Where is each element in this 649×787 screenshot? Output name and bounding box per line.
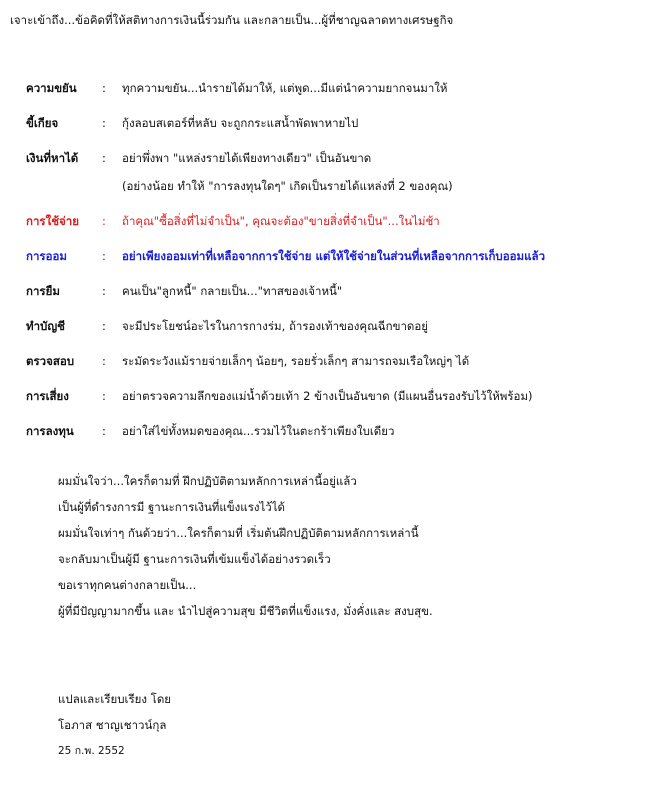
principle-desc: อย่าเพียงออมเท่าที่เหลือจากการใช้จ่าย แต่ให้ใช้จ่ายในส่วนที่เหลือจากการเก็บออมแล้ว xyxy=(122,249,546,263)
closing-line: ผมมั่นใจเท่าๆ กันด้วยว่า...ใครก็ตามที่ เริ่มต้นฝึกปฏิบัติตามหลักการเหล่านี้ xyxy=(58,526,419,540)
intro-line: เจาะเข้าถึง...ข้อคิดที่ให้สติทางการเงินนี้ร่วมกัน และกลายเป็น...ผู้ที่ชาญฉลาดทางเศรษฐกิจ xyxy=(10,13,454,27)
principle-desc: กุ้งลอบสเตอร์ที่หลับ จะถูกกระแสน้ำพัดพาหายไป xyxy=(122,116,359,130)
principle-desc: (อย่างน้อย ทำให้ "การลงทุนใดๆ" เกิดเป็นรายได้แหล่งที่ 2 ของคุณ) xyxy=(122,179,453,193)
principle-term: ทำบัญชี xyxy=(26,319,65,333)
principle-spending xyxy=(10,213,640,231)
principle-term: การเสี่ยง xyxy=(26,389,69,403)
closing-line: ผู้ที่มีปัญญามากขึ้น และ นำไปสู่ความสุข มีชีวิตที่แข็งแรง, มั่งคั่งและ สงบสุข. xyxy=(58,604,433,618)
principle-desc: อย่าใส่ไข่ทั้งหมดของคุณ...รวมไว้ในตะกร้าเพียงใบเดียว xyxy=(122,424,395,438)
principle-term: เงินที่หาได้ xyxy=(26,151,79,165)
principle-colon: : xyxy=(102,151,106,165)
credit-block xyxy=(58,690,171,768)
principle-colon: : xyxy=(102,284,106,298)
principle-laziness xyxy=(10,115,640,133)
principle-auditing xyxy=(10,353,640,371)
principles-list xyxy=(10,80,640,441)
closing-line: เป็นผู้ที่ดำรงการมี ฐานะการเงินที่แข็งแรงไว้ได้ xyxy=(58,500,285,514)
principle-colon: : xyxy=(102,319,106,333)
closing-paragraph xyxy=(58,472,433,628)
principle-desc: ถ้าคุณ"ซื้อสิ่งที่ไม่จำเป็น", คุณจะต้อง"ขายสิ่งที่จำเป็น"...ในไม่ช้า xyxy=(122,214,440,228)
principle-diligence xyxy=(10,80,640,98)
principle-risk xyxy=(10,388,640,406)
principle-term: การออม xyxy=(26,249,67,263)
principle-colon: : xyxy=(102,389,106,403)
closing-line: ขอเราทุกคนต่างกลายเป็น... xyxy=(58,578,197,592)
principle-colon: : xyxy=(102,249,106,263)
principle-investment xyxy=(10,423,640,441)
principle-colon: : xyxy=(102,214,106,228)
closing-line: ผมมั่นใจว่า...ใครก็ตามที่ ฝึกปฏิบัติตามหลักการเหล่านี้อยู่แล้ว xyxy=(58,474,357,488)
principle-desc: ระมัดระวังแม้รายจ่ายเล็กๆ น้อยๆ, รอยรั่วเล็กๆ สามารถจมเรือใหญ่ๆ ได้ xyxy=(122,354,470,368)
principle-income xyxy=(10,150,640,168)
principle-saving xyxy=(10,248,640,266)
principle-term: การลงทุน xyxy=(26,424,74,438)
principle-desc: คนเป็น"ลูกหนี้" กลายเป็น..."ทาสของเจ้าหนี้" xyxy=(122,284,343,298)
document-date: 25 ก.พ. 2552 xyxy=(58,745,125,757)
principle-colon: : xyxy=(102,81,106,95)
principle-accounting xyxy=(10,318,640,336)
principle-desc: จะมีประโยชน์อะไรในการกางร่ม, ถ้ารองเท้าของคุณฉีกขาดอยู่ xyxy=(122,319,429,333)
principle-borrowing xyxy=(10,283,640,301)
principle-colon: : xyxy=(102,116,106,130)
principle-term: ตรวจสอบ xyxy=(26,354,75,368)
principle-desc: อย่าตรวจความลึกของแม่น้ำด้วยเท้า 2 ข้างเป็นอันขาด (มีแผนอื่นรองรับไว้ให้พร้อม) xyxy=(122,389,533,403)
principle-term: ขี้เกียจ xyxy=(26,116,59,130)
principle-colon: : xyxy=(102,354,106,368)
principle-term: ความขยัน xyxy=(26,81,77,95)
translator-name: โอภาส ชาญเชาวน์กุล xyxy=(58,718,167,732)
principle-desc: อย่าพึ่งพา "แหล่งรายได้เพียงทางเดียว" เป็นอันขาด xyxy=(122,151,372,165)
principle-desc: ทุกความขยัน...นำรายได้มาให้, แต่พูด...มีแต่นำความยากจนมาให้ xyxy=(122,81,448,95)
closing-line: จะกลับมาเป็นผู้มี ฐานะการเงินที่เข้มแข็งได้อย่างรวดเร็ว xyxy=(58,552,331,566)
principle-income-continued xyxy=(10,178,640,196)
principle-term: การยืม xyxy=(26,284,60,298)
principle-term: การใช้จ่าย xyxy=(26,214,79,228)
translated-by-label: แปลและเรียบเรียง โดย xyxy=(58,692,172,706)
principle-colon: : xyxy=(102,424,106,438)
